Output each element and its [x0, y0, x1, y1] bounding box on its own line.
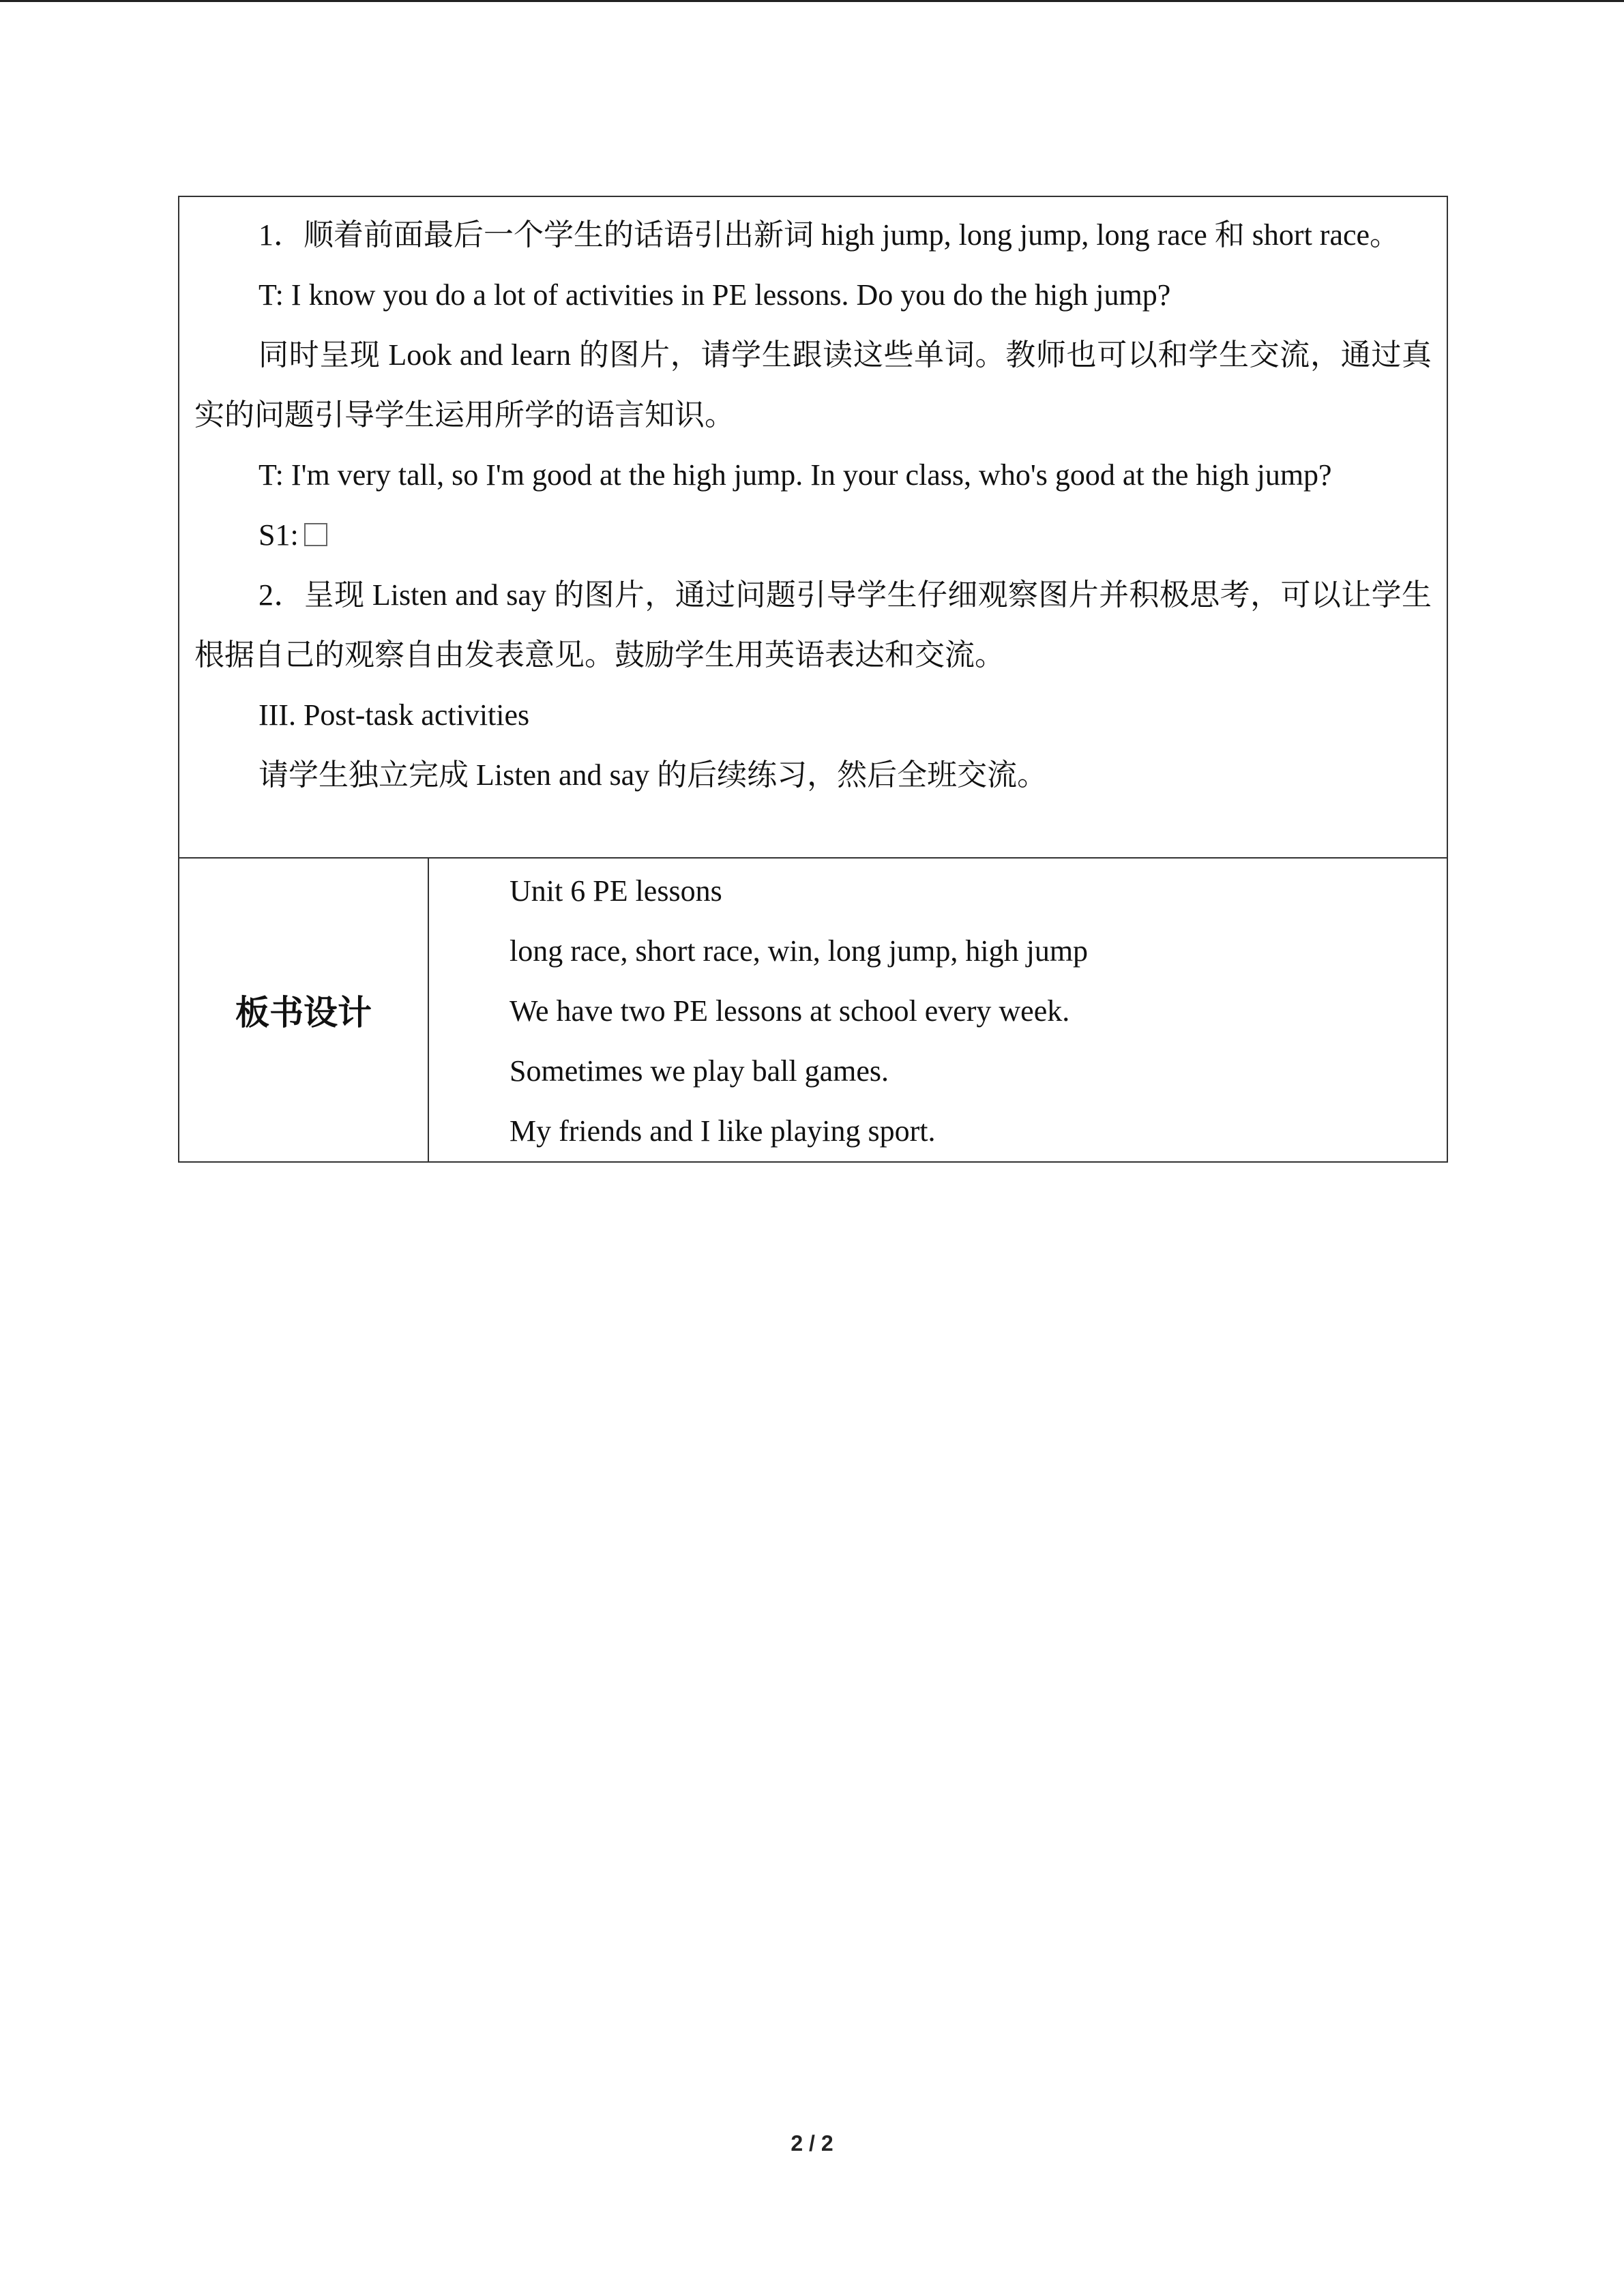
post-task-heading: III. Post-task activities: [259, 698, 530, 732]
board-line-sentence-1: We have two PE lessons at school every week.: [510, 994, 1070, 1028]
step-2-paragraph: 2．呈现 Listen and say 的图片，通过问题引导学生仔细观察图片并积极思考，可以让学生根据自己的观察自由发表意见。鼓励学生用英语表达和交流。: [194, 578, 1432, 672]
board-design-content: [428, 858, 1447, 1162]
board-line-title: Unit 6 PE lessons: [510, 874, 722, 908]
blank-square-icon: [304, 523, 327, 546]
board-line-sentence-2: Sometimes we play ball games.: [510, 1054, 889, 1088]
step-1-paragraph: 1．顺着前面最后一个学生的话语引出新词 high jump, long jump, long race 和 short race。: [259, 218, 1400, 252]
board-design-row: [179, 858, 1447, 1162]
board-design-label: 板书设计: [179, 858, 428, 1162]
page-number: 2 / 2: [791, 2131, 833, 2156]
student-label: S1:: [259, 518, 299, 552]
teacher-question-1: T: I know you do a lot of activities in PE lessons. Do you do the high jump?: [259, 278, 1171, 312]
lesson-plan-table: [178, 196, 1448, 1163]
teacher-question-2: T: I'm very tall, so I'm good at the high jump. In your class, who's good at the high jump?: [259, 458, 1332, 492]
process-row: [179, 196, 1447, 858]
student-response: [194, 505, 1432, 565]
process-cell: [179, 196, 1447, 858]
look-and-learn-paragraph: 同时呈现 Look and learn 的图片，请学生跟读这些单词。教师也可以和学生交流，通过真实的问题引导学生运用所学的语言知识。: [194, 338, 1432, 432]
top-border: [0, 0, 1624, 2]
post-task-paragraph: 请学生独立完成 Listen and say 的后续练习，然后全班交流。: [259, 758, 1048, 792]
board-line-vocabulary: long race, short race, win, long jump, high jump: [510, 934, 1089, 968]
board-line-sentence-3: My friends and I like playing sport.: [510, 1114, 936, 1148]
